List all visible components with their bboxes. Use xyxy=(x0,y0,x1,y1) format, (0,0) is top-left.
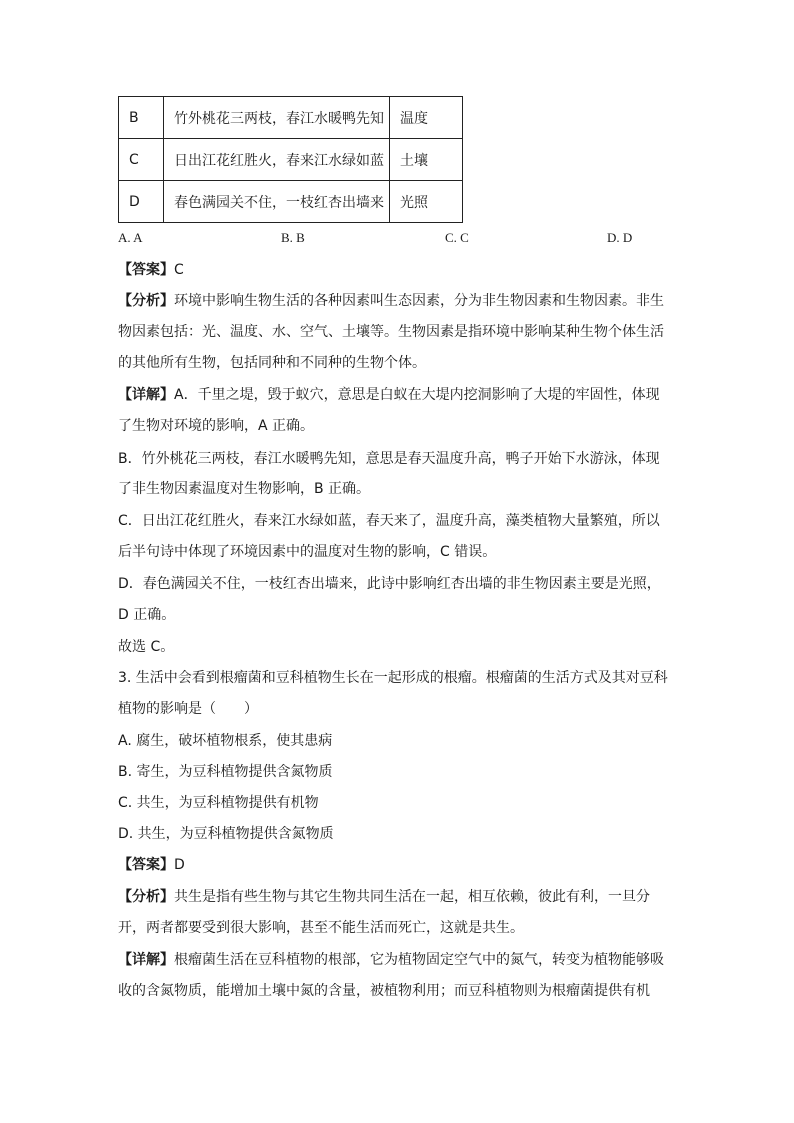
answer-label: 【答案】 xyxy=(118,262,174,278)
table-cell: 春色满园关不住，一枝红杏出墙来 xyxy=(164,181,390,223)
detail-label: 【详解】 xyxy=(118,387,174,403)
answer-value: C xyxy=(174,262,184,278)
q3-option-c: C. 共生，为豆科植物提供有机物 xyxy=(118,795,319,811)
table-cell: 温度 xyxy=(390,97,463,139)
choice-d: D. D xyxy=(607,230,633,245)
table-cell: D xyxy=(119,181,164,223)
q3-detail-line xyxy=(118,950,664,970)
table-row xyxy=(119,139,463,181)
table-cell: 土壤 xyxy=(390,139,463,181)
answer-value: D xyxy=(174,857,185,873)
detail-label: 【详解】 xyxy=(118,952,174,968)
q2-analysis-line: 的其他所有生物，包括同种和不同种的生物个体。 xyxy=(118,355,426,371)
q2-detail-line: 了非生物因素温度对生物影响，B 正确。 xyxy=(118,481,371,497)
table-cell: 光照 xyxy=(390,181,463,223)
q2-detail-line: B．竹外桃花三两枝，春江水暖鸭先知，意思是春天温度升高，鸭子开始下水游泳，体现 xyxy=(118,451,660,467)
q2-detail-line: D．春色满园关不住，一枝红杏出墙来，此诗中影响红杏出墙的非生物因素主要是光照， xyxy=(118,576,661,592)
table-cell: C xyxy=(119,139,164,181)
q3-option-d: D. 共生，为豆科植物提供含氮物质 xyxy=(118,826,334,842)
table-cell: B xyxy=(119,97,164,139)
table-cell: 日出江花红胜火，春来江水绿如蓝 xyxy=(164,139,390,181)
analysis-text: 环境中影响生物生活的各种因素叫生态因素，分为非生物因素和生物因素。非生 xyxy=(174,293,664,309)
q2-detail-line xyxy=(118,385,660,405)
analysis-label: 【分析】 xyxy=(118,889,174,905)
option-table xyxy=(118,96,463,223)
q3-analysis-line: 开，两者都要受到很大影响，甚至不能生活而死亡，这就是共生。 xyxy=(118,920,524,936)
q3-detail-line: 收的含氮物质，能增加土壤中氮的含量，被植物利用；而豆科植物则为根瘤菌提供有机 xyxy=(118,983,650,999)
q2-detail-line: 后半句诗中体现了环境因素中的温度对生物的影响，C 错误。 xyxy=(118,544,497,560)
table-cell: 竹外桃花三两枝，春江水暖鸭先知 xyxy=(164,97,390,139)
q2-answer xyxy=(118,260,184,280)
q3-option-a: A. 腐生，破坏植物根系，使其患病 xyxy=(118,733,333,749)
answer-choices xyxy=(118,230,678,250)
q2-analysis-line xyxy=(118,291,664,311)
analysis-text: 共生是指有些生物与其它生物共同生活在一起，相互依赖，彼此有利，一旦分 xyxy=(174,889,650,905)
q3-stem: 植物的影响是（ ） xyxy=(118,701,258,717)
q3-analysis-line xyxy=(118,887,650,907)
q2-detail-line: D 正确。 xyxy=(118,607,176,623)
q2-detail-line: C．日出江花红胜火，春来江水绿如蓝，春天来了，温度升高，藻类植物大量繁殖，所以 xyxy=(118,513,660,529)
answer-label: 【答案】 xyxy=(118,857,174,873)
detail-text: 根瘤菌生活在豆科植物的根部，它为植物固定空气中的氮气，转变为植物能够吸 xyxy=(174,952,664,968)
table-row xyxy=(119,97,463,139)
q3-option-b: B. 寄生，为豆科植物提供含氮物质 xyxy=(118,764,333,780)
detail-text: A．千里之堤，毁于蚁穴，意思是白蚁在大堤内挖洞影响了大堤的牢固性，体现 xyxy=(174,387,660,403)
q3-stem: 3. 生活中会看到根瘤菌和豆科植物生长在一起形成的根瘤。根瘤菌的生活方式及其对豆科 xyxy=(118,670,668,686)
q2-conclusion: 故选 C。 xyxy=(118,639,175,655)
table-row xyxy=(119,181,463,223)
choice-b: B. B xyxy=(281,230,305,245)
q3-answer xyxy=(118,855,185,875)
q2-analysis-line: 物因素包括：光、温度、水、空气、土壤等。生物因素是指环境中影响某种生物个体生活 xyxy=(118,324,664,340)
choice-a: A. A xyxy=(118,230,143,245)
q2-detail-line: 了生物对环境的影响，A 正确。 xyxy=(118,418,315,434)
choice-c: C. C xyxy=(445,230,469,245)
analysis-label: 【分析】 xyxy=(118,293,174,309)
